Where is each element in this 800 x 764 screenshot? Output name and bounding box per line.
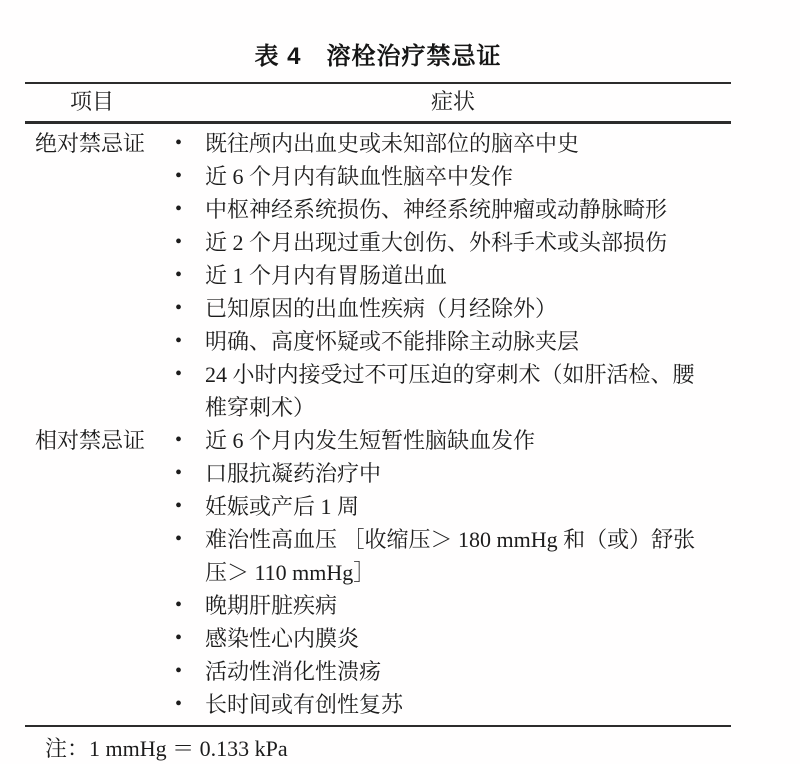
symptom-text: 活动性消化性溃疡 [205,659,382,684]
list-item [175,622,731,655]
symptom-list [175,424,731,721]
list-item [175,589,731,622]
list-item [175,292,731,325]
bullet-icon: • [175,660,183,682]
list-item [175,490,731,523]
symptom-list [175,127,731,424]
contraindications-table [25,82,731,727]
bullet-icon: • [175,462,183,484]
bullet-icon: • [175,429,183,451]
symptom-text: 明确、高度怀疑或不能排除主动脉夹层 [205,329,580,354]
list-item [175,226,731,259]
category-label: 相对禁忌证 [35,428,146,453]
list-item [175,160,731,193]
symptom-text: 近 2 个月出现过重大创伤、外科手术或头部损伤 [205,230,668,255]
bullet-icon: • [175,627,183,649]
symptom-text: 已知原因的出血性疾病（月经除外） [205,296,558,321]
table-caption: 表 4 溶栓治疗禁忌证 [254,43,502,70]
symptom-text: 难治性高血压 ［收缩压＞ 180 mmHg 和（或）舒张压＞ 110 mmHg］ [205,527,696,585]
symptom-text: 24 小时内接受过不可压迫的穿刺术（如肝活检、腰椎穿刺术） [205,362,695,420]
table-footnote: 注：1 mmHg ＝ 0.133 kPa [45,736,288,761]
list-item [175,259,731,292]
table-row-absolute [25,127,731,424]
symptom-text: 近 1 个月内有胃肠道出血 [205,263,448,288]
symptom-text: 近 6 个月内有缺血性脑卒中发作 [205,164,514,189]
symptom-text: 近 6 个月内发生短暂性脑缺血发作 [205,428,536,453]
bullet-icon: • [175,132,183,154]
symptom-text: 中枢神经系统损伤、神经系统肿瘤或动静脉畸形 [205,197,668,222]
list-item [175,424,731,457]
symptom-text: 既往颅内出血史或未知部位的脑卒中史 [205,131,580,156]
symptom-text: 妊娠或产后 1 周 [205,494,360,519]
list-item [175,688,731,721]
list-item [175,523,731,589]
symptom-text: 口服抗凝药治疗中 [205,461,382,486]
symptom-text: 感染性心内膜炎 [205,626,360,651]
bullet-icon: • [175,165,183,187]
list-item [175,325,731,358]
list-item [175,457,731,490]
symptom-text: 长时间或有创性复苏 [205,692,404,717]
list-item [175,193,731,226]
list-item [175,127,731,160]
list-item [175,358,731,424]
bullet-icon: • [175,495,183,517]
bullet-icon: • [175,693,183,715]
symptom-text: 晚期肝脏疾病 [205,593,338,618]
bullet-icon: • [175,594,183,616]
table-header-row [25,84,731,124]
category-label: 绝对禁忌证 [35,131,146,156]
bullet-icon: • [175,198,183,220]
list-item [175,655,731,688]
table-body [25,124,731,727]
bullet-icon: • [175,231,183,253]
bullet-icon: • [175,330,183,352]
bullet-icon: • [175,297,183,319]
bullet-icon: • [175,264,183,286]
bullet-icon: • [175,528,183,550]
bullet-icon: • [175,363,183,385]
table-row-relative [25,424,731,721]
column-header-symptom: 症状 [430,89,475,114]
column-header-item: 项目 [70,89,115,114]
